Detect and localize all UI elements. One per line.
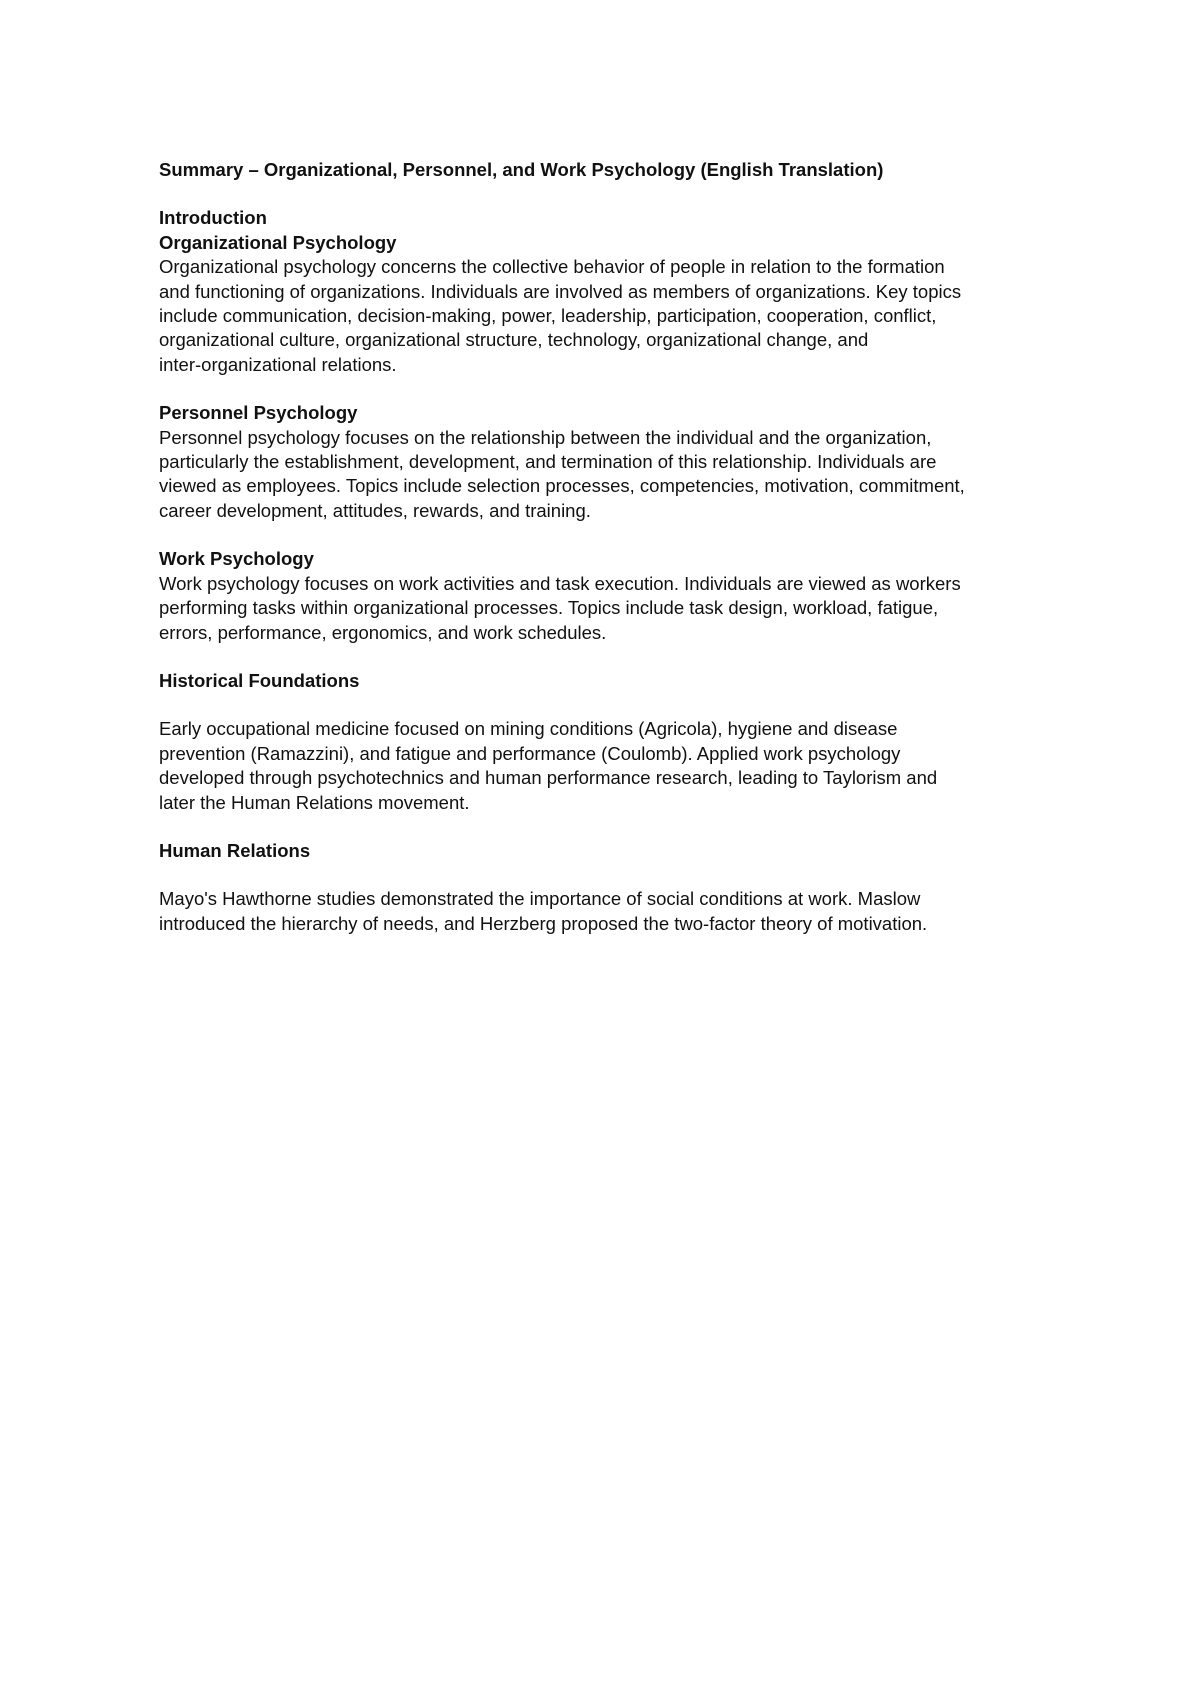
spacer xyxy=(159,645,1059,669)
section-heading-organizational-psychology: Organizational Psychology xyxy=(159,231,397,253)
spacer xyxy=(159,377,1059,401)
document-title: Summary – Organizational, Personnel, and Work Psychology (English Translation) xyxy=(159,159,884,180)
section-text-personnel-psychology: Personnel psychology focuses on the relationship between the individual and the organization, particularly the establishment, development, and termination of this relationship. Individuals are viewed as employees. Topics include selection processes, competencies, motivation, commitment, career development, attitudes, rewards, and training. xyxy=(159,426,965,521)
section-heading-historical-foundations: Historical Foundations xyxy=(159,669,360,691)
section-text-work-psychology: Work psychology focuses on work activities and task execution. Individuals are viewed as workers performing tasks within organizational processes. Topics include task design, workload, fatigue, errors, performance, ergonomics, and work schedules. xyxy=(159,572,961,643)
spacer xyxy=(159,523,1059,547)
section-heading-personnel-psychology: Personnel Psychology xyxy=(159,402,358,424)
section-text-historical-foundations: Early occupational medicine focused on mining conditions (Agricola), hygiene and disease prevention (Ramazzini), and fatigue and performance (Coulomb). Applied work psychology developed through psychotechnics and human performance research, leading to Taylorism and later the Human Relations movement. xyxy=(159,718,938,813)
spacer xyxy=(159,815,1059,839)
section-text-organizational-psychology: Organizational psychology concerns the collective behavior of people in relation to the formation and functioning of organizations. Individuals are involved as members of organizations. Key topics include communication, decision-making, power, leadership, participation, cooperation, conflict, organizational culture, organizational structure, technology, organizational change, and inter-organizational relations. xyxy=(159,256,962,375)
section-text-human-relations: Mayo's Hawthorne studies demonstrated the importance of social conditions at work. Maslow introduced the hierarchy of needs, and Herzberg proposed the two-factor theory of motivation. xyxy=(159,888,928,934)
section-heading-work-psychology: Work Psychology xyxy=(159,548,314,570)
spacer xyxy=(159,693,1059,717)
intro-heading: Introduction xyxy=(159,207,267,229)
spacer xyxy=(159,863,1059,887)
section-heading-human-relations: Human Relations xyxy=(159,839,311,861)
document-page xyxy=(159,158,1059,936)
